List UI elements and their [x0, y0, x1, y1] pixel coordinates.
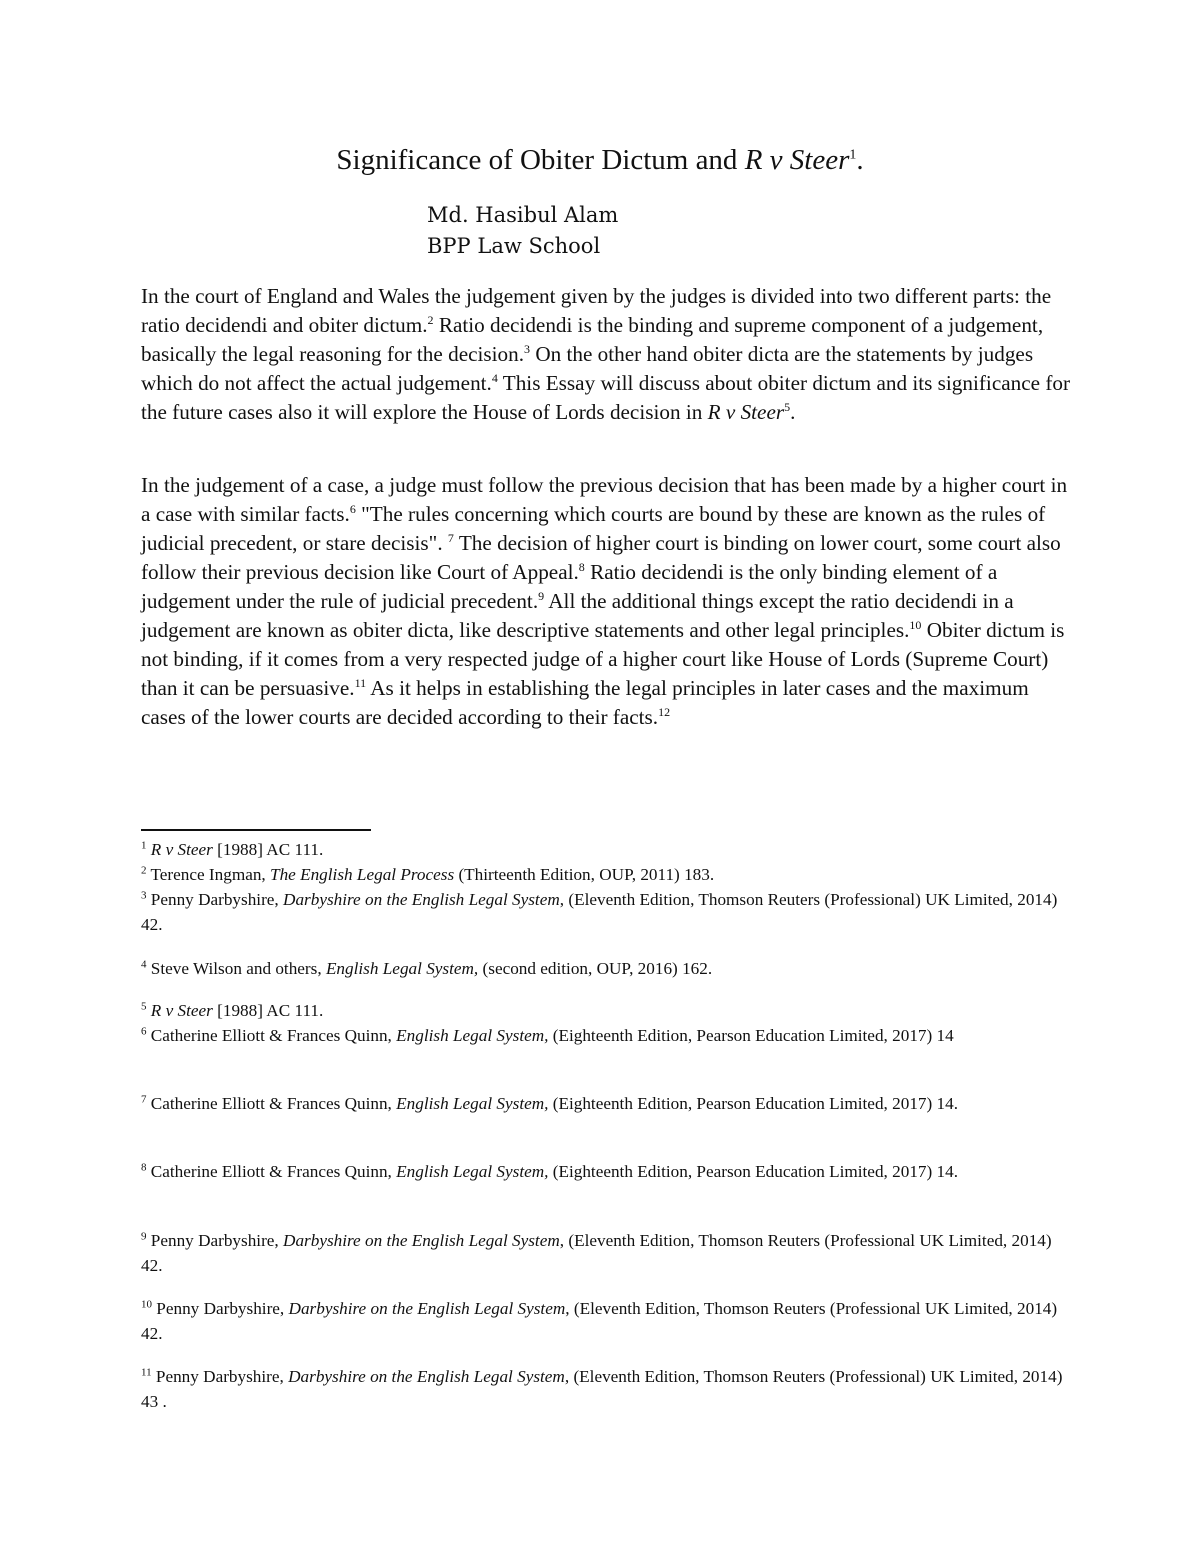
footnote-number: 8 — [141, 1161, 147, 1174]
footnote-9 — [141, 1228, 1071, 1278]
footnote-number: 9 — [141, 1230, 147, 1243]
footnote-ref: 8 — [578, 559, 585, 574]
footnote-7 — [141, 1091, 1071, 1116]
footnote-2 — [141, 862, 1071, 887]
footnote-6 — [141, 1023, 1071, 1048]
text-run: (Eighteenth Edition, Pearson Education Limited, 2017) 14. — [548, 1162, 959, 1181]
footnote-5 — [141, 998, 1071, 1023]
footnote-4 — [141, 956, 1071, 981]
footnote-number: 2 — [141, 864, 147, 877]
author-name: Md. Hasibul Alam — [427, 203, 619, 227]
italic-citation: R v Steer — [150, 1001, 213, 1020]
footnote-11 — [141, 1364, 1071, 1414]
title-case-name: R v Steer — [744, 144, 850, 176]
footnote-ref: 4 — [491, 370, 498, 385]
footnote-1 — [141, 837, 1071, 862]
italic-citation: R v Steer — [150, 840, 213, 859]
footnote-ref: 2 — [427, 312, 434, 327]
text-run: (second edition, OUP, 2016) 162. — [478, 959, 713, 978]
text-run: In the judgement of a case, a judge must follow the previous decision that has been made by a higher court in a case with similar facts. — [141, 473, 1068, 526]
footnote-number: 11 — [141, 1366, 152, 1379]
text-run: Ratio decidendi is the only binding element of a judgement under the rule of judicial precedent. — [141, 560, 998, 613]
footnote-ref: 7 — [447, 530, 454, 545]
text-run: [1988] AC 111. — [212, 840, 324, 859]
footnote-ref: 9 — [538, 588, 545, 603]
text-run: As it helps in establishing the legal principles in later cases and the maximum cases of the lower courts are decided according to their facts. — [141, 676, 1029, 729]
text-run: , (Eleventh Edition, Thomson Reuters (Professional UK Limited, 2014) 42. — [141, 1231, 1052, 1275]
title-text: Significance of Obiter Dictum and — [336, 144, 745, 176]
text-run: All the additional things except the ratio decidendi in a judgement are known as obiter dicta, like descriptive statements and other legal principles. — [141, 589, 1014, 642]
text-run: Terence Ingman, — [146, 865, 271, 884]
footnote-ref: 12 — [658, 704, 671, 719]
text-run: Obiter dictum is not binding, if it comes from a very respected judge of a higher court like House of Lords (Supreme Court) than it can be persuasive. — [141, 618, 1065, 700]
italic-citation: English Legal System, — [396, 1162, 549, 1181]
footnote-8 — [141, 1159, 1071, 1184]
footnote-number: 5 — [141, 1000, 147, 1013]
italic-citation: Darbyshire on the English Legal System — [288, 1367, 565, 1386]
text-run: Ratio decidendi is the binding and supreme component of a judgement, basically the legal reasoning for the decision. — [141, 313, 1044, 366]
text-run: , (Eleventh Edition, Thomson Reuters (Professional) UK Limited, 2014) 42. — [141, 890, 1058, 934]
text-run: , (Eleventh Edition, Thomson Reuters (Professional) UK Limited, 2014) 43 . — [141, 1367, 1063, 1411]
footnote-number: 7 — [141, 1093, 147, 1106]
text-run: (Eighteenth Edition, Pearson Education Limited, 2017) 14. — [548, 1094, 959, 1113]
text-run: "The rules concerning which courts are bound by these are known as the rules of judicial precedent, or stare decisis". — [141, 502, 1046, 555]
footnote-10 — [141, 1296, 1071, 1346]
footnote-ref: 3 — [524, 341, 531, 356]
italic-citation: English Legal System, — [325, 959, 479, 978]
text-run: Penny Darbyshire, — [152, 1299, 289, 1318]
footnote-ref: 6 — [349, 501, 356, 516]
italic-citation: English Legal System, — [396, 1094, 549, 1113]
text-run: (Eighteenth Edition, Pearson Education Limited, 2017) 14 — [548, 1026, 954, 1045]
text-run: Penny Darbyshire, — [151, 1367, 289, 1386]
footnote-number: 6 — [141, 1025, 147, 1038]
text-run: Catherine Elliott & Frances Quinn, — [146, 1094, 397, 1113]
document-title — [0, 142, 1200, 178]
title-footnote-ref: 1 — [849, 147, 857, 163]
italic-citation: English Legal System, — [396, 1026, 549, 1045]
author-block — [427, 200, 618, 262]
text-run: The decision of higher court is binding on lower court, some court also follow their previous decision like Court of Appeal. — [141, 531, 1061, 584]
italic-citation: Darbyshire on the English Legal System — [288, 1299, 566, 1318]
footnote-ref: 10 — [909, 617, 922, 632]
text-run: Catherine Elliott & Frances Quinn, — [146, 1026, 397, 1045]
text-run: Steve Wilson and others, — [146, 959, 326, 978]
text-run: In the court of England and Wales the judgement given by the judges is divided into two different parts: the ratio decidendi and obiter dictum. — [141, 284, 1052, 337]
italic-citation: R v Steer — [707, 400, 785, 424]
text-run: [1988] AC 111. — [212, 1001, 324, 1020]
text-run: Catherine Elliott & Frances Quinn, — [146, 1162, 397, 1181]
footnote-number: 10 — [141, 1298, 152, 1311]
body-paragraph-2 — [141, 471, 1076, 732]
text-run: This Essay will discuss about obiter dictum and its significance for the future cases also it will explore the House of Lords decision in — [141, 371, 1071, 424]
text-run: On the other hand obiter dicta are the statements by judges which do not affect the actual judgement. — [141, 342, 1034, 395]
italic-citation: Darbyshire on the English Legal System — [283, 1231, 560, 1250]
title-period: . — [856, 144, 864, 176]
text-run: Penny Darbyshire, — [146, 890, 284, 909]
text-run: (Thirteenth Edition, OUP, 2011) 183. — [454, 865, 715, 884]
footnote-separator — [141, 829, 371, 831]
italic-citation: The English Legal Process — [270, 865, 455, 884]
footnote-number: 1 — [141, 839, 147, 852]
institution-name: BPP Law School — [427, 234, 601, 258]
body-paragraph-1 — [141, 282, 1076, 427]
text-run: Penny Darbyshire, — [146, 1231, 284, 1250]
footnote-number: 4 — [141, 958, 147, 971]
footnote-ref: 11 — [354, 675, 367, 690]
italic-citation: Darbyshire on the English Legal System — [283, 890, 560, 909]
footnote-3 — [141, 887, 1071, 937]
footnote-number: 3 — [141, 889, 147, 902]
text-run: . — [790, 400, 796, 424]
text-run: , (Eleventh Edition, Thomson Reuters (Professional UK Limited, 2014) 42. — [141, 1299, 1058, 1343]
footnote-ref: 5 — [784, 399, 791, 414]
